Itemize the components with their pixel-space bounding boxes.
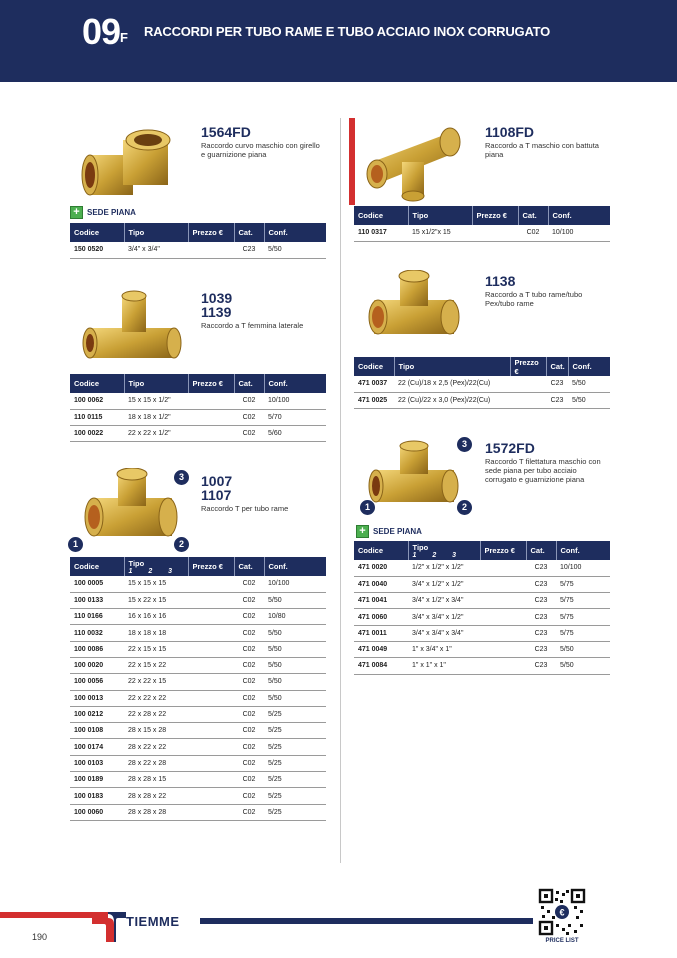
cell-conf: 5/25 <box>264 706 326 722</box>
brand-logo: TIEMME <box>126 914 180 929</box>
cell-codice: 471 0037 <box>354 376 394 392</box>
cell-conf: 10/100 <box>264 576 326 592</box>
cell-conf: 10/100 <box>556 560 610 576</box>
col-tipo: Tipo <box>124 223 188 242</box>
cell-codice: 100 0108 <box>70 723 124 739</box>
cell-tipo: 18 x 18 x 1/2" <box>124 409 188 425</box>
tee-male-fitting-image <box>362 122 462 202</box>
product-description: Raccordo T per tubo rame <box>201 504 289 513</box>
table-row <box>70 804 326 820</box>
col-prezzo: Prezzo € <box>472 206 518 225</box>
cell-prezzo <box>480 641 526 657</box>
cell-cat: C02 <box>234 609 264 625</box>
table-row <box>70 772 326 788</box>
table-1007 <box>70 557 326 821</box>
cell-tipo: 1" x 1" x 1" <box>408 658 480 674</box>
product-code: 1007 <box>201 473 233 489</box>
product-description: Raccordo T filettatura maschio con sede piana per tubo acciaio corrugato e guarnizione piana <box>485 457 601 484</box>
cell-cat: C23 <box>526 560 556 576</box>
col-cat: Cat. <box>518 206 548 225</box>
col-codice: Codice <box>354 206 408 225</box>
table-row <box>70 426 326 442</box>
col-prezzo: Prezzo € <box>510 357 546 376</box>
cell-prezzo <box>188 426 234 442</box>
cell-conf: 10/100 <box>548 225 610 241</box>
cell-codice: 471 0020 <box>354 560 408 576</box>
cell-tipo: 22 x 15 x 15 <box>124 641 188 657</box>
cell-prezzo <box>480 658 526 674</box>
pipe-logo-icon <box>92 912 126 942</box>
col-conf: Conf. <box>568 357 610 376</box>
col-codice: Codice <box>354 541 408 560</box>
cell-prezzo <box>188 657 234 673</box>
cell-codice: 110 0166 <box>70 609 124 625</box>
cell-codice: 100 0183 <box>70 788 124 804</box>
tee-female-fitting-image <box>80 288 184 366</box>
cell-tipo: 1" x 3/4" x 1" <box>408 641 480 657</box>
cell-tipo: 18 x 18 x 18 <box>124 625 188 641</box>
plus-icon: + <box>356 525 369 538</box>
table-row <box>70 723 326 739</box>
cell-codice: 100 0062 <box>70 393 124 409</box>
tee-pex-fitting-image <box>366 270 462 344</box>
cell-prezzo <box>188 576 234 592</box>
cell-prezzo <box>480 560 526 576</box>
cell-tipo: 15 x 15 x 15 <box>124 576 188 592</box>
cell-conf: 5/50 <box>264 625 326 641</box>
cell-codice: 100 0086 <box>70 641 124 657</box>
port-badge-1: 1 <box>360 500 375 515</box>
table-row <box>70 690 326 706</box>
cell-cat: C02 <box>234 772 264 788</box>
cell-codice: 100 0005 <box>70 576 124 592</box>
cell-cat: C02 <box>234 706 264 722</box>
col-tipo: Tipo <box>124 374 188 393</box>
table-1039 <box>70 374 326 442</box>
cell-tipo: 3/4" x 3/4" x 1/2" <box>408 609 480 625</box>
cell-cat: C02 <box>234 690 264 706</box>
cell-prezzo <box>188 641 234 657</box>
footer-bar <box>200 918 533 924</box>
cell-codice: 471 0040 <box>354 576 408 592</box>
cell-cat: C02 <box>234 625 264 641</box>
product-description: Raccordo a T femmina laterale <box>201 321 304 330</box>
cell-cat: C02 <box>234 592 264 608</box>
chapter-number: 09 <box>82 11 121 52</box>
column-divider <box>340 118 341 863</box>
cell-prezzo <box>188 804 234 820</box>
table-row <box>70 641 326 657</box>
cell-codice: 110 0317 <box>354 225 408 241</box>
cell-cat: C23 <box>526 593 556 609</box>
cell-conf: 5/50 <box>264 657 326 673</box>
cell-codice: 150 0520 <box>70 242 124 258</box>
cell-cat: C23 <box>546 392 568 408</box>
product-1138 <box>485 274 610 308</box>
cell-tipo: 3/4" x 3/4" x 3/4" <box>408 625 480 641</box>
col-codice: Codice <box>70 557 124 576</box>
cell-cat: C02 <box>234 641 264 657</box>
cell-tipo: 3/4" x 1/2" x 3/4" <box>408 593 480 609</box>
cell-cat: C23 <box>526 625 556 641</box>
cell-prezzo <box>480 625 526 641</box>
cell-prezzo <box>188 755 234 771</box>
cell-tipo: 22 x 22 x 1/2" <box>124 426 188 442</box>
port-badge-2: 2 <box>457 500 472 515</box>
col-codice: Codice <box>354 357 394 376</box>
cell-cat: C23 <box>546 376 568 392</box>
cell-conf: 5/25 <box>264 772 326 788</box>
product-1007 <box>201 474 326 513</box>
cell-prezzo <box>188 772 234 788</box>
sede-piana-marker: + SEDE PIANA <box>70 206 136 219</box>
product-code-2: 1139 <box>201 304 232 320</box>
cell-conf: 5/50 <box>264 690 326 706</box>
table-row <box>70 788 326 804</box>
col-tipo: Tipo <box>394 357 510 376</box>
cell-codice: 100 0013 <box>70 690 124 706</box>
cell-tipo: 22 x 28 x 22 <box>124 706 188 722</box>
cell-prezzo <box>472 225 518 241</box>
table-row <box>354 560 610 576</box>
col-conf: Conf. <box>264 374 326 393</box>
cell-conf: 5/60 <box>264 426 326 442</box>
table-row <box>354 576 610 592</box>
qr-label: PRICE LIST <box>545 938 579 944</box>
col-tipo: Tipo <box>408 206 472 225</box>
cell-conf: 5/75 <box>556 625 610 641</box>
cell-conf: 5/75 <box>556 609 610 625</box>
table-1572fd <box>354 541 610 675</box>
cell-cat: C02 <box>234 788 264 804</box>
col-prezzo: Prezzo € <box>188 374 234 393</box>
table-row <box>354 376 610 392</box>
col-cat: Cat. <box>234 223 264 242</box>
cell-conf: 5/50 <box>264 674 326 690</box>
table-row <box>70 706 326 722</box>
cell-tipo: 28 x 28 x 22 <box>124 788 188 804</box>
sede-piana-marker: + SEDE PIANA <box>356 525 422 538</box>
cell-codice: 100 0060 <box>70 804 124 820</box>
cell-tipo: 1/2" x 1/2" x 1/2" <box>408 560 480 576</box>
cell-tipo: 28 x 28 x 15 <box>124 772 188 788</box>
cell-codice: 100 0020 <box>70 657 124 673</box>
product-code: 1108FD <box>485 124 535 140</box>
cell-conf: 5/25 <box>264 723 326 739</box>
cell-tipo: 15 x 22 x 15 <box>124 592 188 608</box>
cell-prezzo <box>480 576 526 592</box>
chapter-title: RACCORDI PER TUBO RAME E TUBO ACCIAIO INOX CORRUGATO <box>144 24 551 39</box>
cell-conf: 5/25 <box>264 788 326 804</box>
cell-cat: C02 <box>234 739 264 755</box>
col-tipo: Tipo 1 2 3 <box>408 541 480 560</box>
product-1039 <box>201 291 326 330</box>
cell-codice: 100 0022 <box>70 426 124 442</box>
product-code: 1572FD <box>485 440 535 456</box>
cell-conf: 5/50 <box>556 658 610 674</box>
cell-tipo: 3/4" x 1/2" x 1/2" <box>408 576 480 592</box>
col-codice: Codice <box>70 374 124 393</box>
cell-prezzo <box>510 392 546 408</box>
cell-conf: 5/25 <box>264 755 326 771</box>
cell-conf: 5/50 <box>568 376 610 392</box>
cell-conf: 5/50 <box>264 592 326 608</box>
svg-text:€: € <box>559 907 565 918</box>
product-1108fd <box>485 125 610 159</box>
cell-tipo: 22 x 15 x 22 <box>124 657 188 673</box>
cell-conf: 5/50 <box>568 392 610 408</box>
cell-codice: 100 0133 <box>70 592 124 608</box>
col-prezzo: Prezzo € <box>188 223 234 242</box>
table-row <box>70 242 326 258</box>
cell-prezzo <box>188 723 234 739</box>
cell-cat: C02 <box>234 755 264 771</box>
table-1564fd <box>70 223 326 259</box>
col-cat: Cat. <box>234 374 264 393</box>
cell-tipo: 22 (Cu)/22 x 3,0 (Pex)/22(Cu) <box>394 392 510 408</box>
cell-cat: C02 <box>234 409 264 425</box>
tee-threaded-fitting-image <box>368 440 460 510</box>
cell-codice: 110 0115 <box>70 409 124 425</box>
cell-cat: C02 <box>234 657 264 673</box>
cell-conf: 5/75 <box>556 576 610 592</box>
cell-codice: 471 0011 <box>354 625 408 641</box>
table-row <box>354 609 610 625</box>
cell-tipo: 28 x 15 x 28 <box>124 723 188 739</box>
col-conf: Conf. <box>264 223 326 242</box>
cell-cat: C23 <box>526 641 556 657</box>
cell-codice: 100 0103 <box>70 755 124 771</box>
cell-codice: 110 0032 <box>70 625 124 641</box>
table-1138 <box>354 357 610 409</box>
cell-cat: C02 <box>234 804 264 820</box>
cell-prezzo <box>188 690 234 706</box>
cell-tipo: 28 x 28 x 28 <box>124 804 188 820</box>
table-row <box>70 393 326 409</box>
cell-cat: C23 <box>234 242 264 258</box>
cell-cat: C02 <box>234 426 264 442</box>
page-number: 190 <box>32 932 48 942</box>
cell-cat: C23 <box>526 576 556 592</box>
cell-prezzo <box>480 593 526 609</box>
port-badge-1: 1 <box>68 537 83 552</box>
cell-tipo: 15 x1/2"x 15 <box>408 225 472 241</box>
cell-codice: 100 0189 <box>70 772 124 788</box>
table-row <box>70 409 326 425</box>
cell-prezzo <box>188 674 234 690</box>
table-row <box>354 641 610 657</box>
table-row <box>354 658 610 674</box>
cell-codice: 471 0025 <box>354 392 394 408</box>
col-conf: Conf. <box>548 206 610 225</box>
col-tipo: Tipo 1 2 3 <box>124 557 188 576</box>
cell-prezzo <box>188 609 234 625</box>
cell-conf: 10/80 <box>264 609 326 625</box>
table-row <box>354 625 610 641</box>
cell-tipo: 28 x 22 x 22 <box>124 739 188 755</box>
page-header <box>0 0 677 82</box>
cell-tipo: 16 x 16 x 16 <box>124 609 188 625</box>
col-cat: Cat. <box>526 541 556 560</box>
new-label: NEW <box>343 120 350 137</box>
cell-tipo: 22 x 22 x 15 <box>124 674 188 690</box>
table-row <box>70 755 326 771</box>
plus-icon: + <box>70 206 83 219</box>
cell-cat: C02 <box>234 393 264 409</box>
cell-conf: 5/50 <box>556 641 610 657</box>
cell-conf: 5/25 <box>264 804 326 820</box>
product-description: Raccordo a T tubo rame/tubo Pex/tubo rame <box>485 290 583 308</box>
col-prezzo: Prezzo € <box>188 557 234 576</box>
product-1564fd <box>201 125 326 159</box>
table-row <box>70 592 326 608</box>
cell-conf: 5/50 <box>264 641 326 657</box>
col-conf: Conf. <box>556 541 610 560</box>
cell-codice: 471 0084 <box>354 658 408 674</box>
product-code: 1564FD <box>201 124 251 140</box>
table-row <box>354 225 610 241</box>
cell-prezzo <box>188 242 234 258</box>
product-code: 1138 <box>485 273 516 289</box>
product-description: Raccordo curvo maschio con girello e guarnizione piana <box>201 141 320 159</box>
cell-cat: C23 <box>526 609 556 625</box>
tee-copper-fitting-image <box>82 468 180 548</box>
col-conf: Conf. <box>264 557 326 576</box>
table-row <box>354 593 610 609</box>
cell-cat: C02 <box>234 576 264 592</box>
cell-prezzo <box>188 592 234 608</box>
cell-codice: 100 0212 <box>70 706 124 722</box>
col-codice: Codice <box>70 223 124 242</box>
col-cat: Cat. <box>546 357 568 376</box>
cell-conf: 5/25 <box>264 739 326 755</box>
cell-tipo: 15 x 15 x 1/2" <box>124 393 188 409</box>
cell-prezzo <box>188 706 234 722</box>
cell-cat: C02 <box>234 674 264 690</box>
port-badge-3: 3 <box>174 470 189 485</box>
cell-cat: C02 <box>234 723 264 739</box>
cell-codice: 100 0174 <box>70 739 124 755</box>
elbow-fitting-image <box>78 125 182 199</box>
cell-prezzo <box>188 393 234 409</box>
cell-tipo: 3/4" x 3/4" <box>124 242 188 258</box>
port-badge-2: 2 <box>174 537 189 552</box>
cell-conf: 5/75 <box>556 593 610 609</box>
product-description: Raccordo a T maschio con battuta piana <box>485 141 599 159</box>
product-code-2: 1107 <box>201 487 232 503</box>
chapter-letter: F <box>120 30 128 45</box>
port-badge-3: 3 <box>457 437 472 452</box>
qr-code-icon[interactable] <box>538 888 586 936</box>
cell-prezzo <box>188 625 234 641</box>
table-row <box>70 674 326 690</box>
col-prezzo: Prezzo € <box>480 541 526 560</box>
cell-tipo: 28 x 22 x 28 <box>124 755 188 771</box>
table-1108fd <box>354 206 610 242</box>
table-row <box>70 576 326 592</box>
table-row <box>70 625 326 641</box>
cell-prezzo <box>480 609 526 625</box>
cell-conf: 5/50 <box>264 242 326 258</box>
cell-conf: 5/70 <box>264 409 326 425</box>
cell-cat: C23 <box>526 658 556 674</box>
col-cat: Cat. <box>234 557 264 576</box>
cell-prezzo <box>510 376 546 392</box>
table-row <box>354 392 610 408</box>
cell-codice: 471 0049 <box>354 641 408 657</box>
table-row <box>70 609 326 625</box>
product-1572fd <box>485 441 610 484</box>
cell-cat: C02 <box>518 225 548 241</box>
cell-conf: 10/100 <box>264 393 326 409</box>
cell-prezzo <box>188 788 234 804</box>
cell-prezzo <box>188 409 234 425</box>
table-row <box>70 739 326 755</box>
cell-tipo: 22 (Cu)/18 x 2,5 (Pex)/22(Cu) <box>394 376 510 392</box>
cell-tipo: 22 x 22 x 22 <box>124 690 188 706</box>
cell-codice: 471 0041 <box>354 593 408 609</box>
cell-codice: 471 0060 <box>354 609 408 625</box>
table-row <box>70 657 326 673</box>
cell-codice: 100 0056 <box>70 674 124 690</box>
cell-prezzo <box>188 739 234 755</box>
product-code: 1039 <box>201 290 233 306</box>
